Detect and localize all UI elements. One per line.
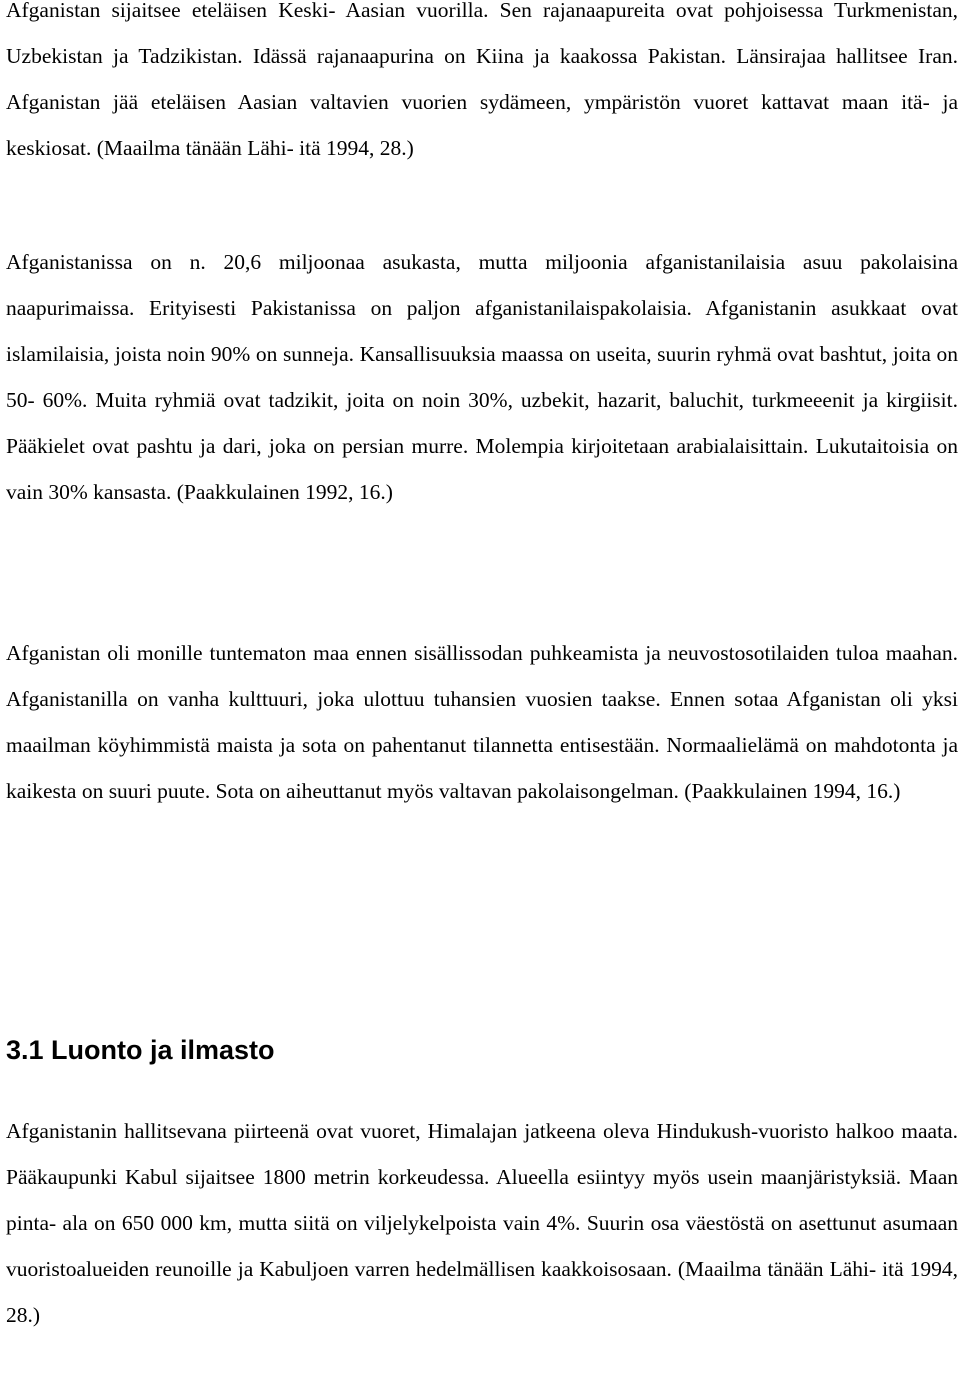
paragraph-history: Afganistan oli monille tuntematon maa ennen sisällissodan puhkeamista ja neuvostosotilaiden tuloa maahan. Afganistanilla on vanha kulttuuri, joka ulottuu tuhansien vuosien taakse. Ennen sotaa Afganistan oli yksi maailman köyhimmistä maista ja sota on pahentanut tilannetta entisestään. Normaalielämä on mahdotonta ja kaikesta on suuri puute. Sota on aiheuttanut myös valtavan pakolaisongelman. (Paakkulainen 1994, 16.) bbox=[6, 641, 958, 803]
paragraph-population: Afganistanissa on n. 20,6 miljoonaa asukasta, mutta miljoonia afganistanilaisia asuu pakolaisina naapurimaissa. Erityisesti Pakistanissa on paljon afganistanilaispakolaisia. Afganistanin asukkaat ovat islamilaisia, joista noin 90% on sunneja. Kansallisuuksia maassa on useita, suurin ryhmä ovat bashtut, joita on 50- 60%. Muita ryhmiä ovat tadzikit, joita on noin 30%, uzbekit, hazarit, baluchit, turkmeeenit ja kirgiisit. Pääkielet ovat pashtu ja dari, joka on persian murre. Molempia kirjoitetaan arabialaisittain. Lukutaitoisia on vain 30% kansasta. (Paakkulainen 1992, 16.) bbox=[6, 250, 958, 504]
paragraph-nature-climate: Afganistanin hallitsevana piirteenä ovat vuoret, Himalajan jatkeena oleva Hindukush-vuoristo halkoo maata. Pääkaupunki Kabul sijaitsee 1800 metrin korkeudessa. Alueella esiintyy myös usein maanjäristyksiä. Maan pinta- ala on 650 000 km, mutta siitä on viljelykelpoista vain 4%. Suurin osa väestöstä on asettunut asumaan vuoristoalueiden reunoille ja Kabuljoen varren hedelmällisen kaakkoisosaan. (Maailma tänään Lähi- itä 1994, 28.) bbox=[6, 1119, 958, 1327]
section-heading: 3.1 Luonto ja ilmasto bbox=[6, 1035, 275, 1065]
paragraph-geography-intro: Afganistan sijaitsee eteläisen Keski- Aasian vuorilla. Sen rajanaapureita ovat pohjoisessa Turkmenistan, Uzbekistan ja Tadzikistan. Idässä rajanaapurina on Kiina ja kaakossa Pakistan. Länsirajaa hallitsee Iran. Afganistan jää eteläisen Aasian valtavien vuorien sydämeen, ympäristön vuoret kattavat maan itä- ja keskiosat. (Maailma tänään Lähi- itä 1994, 28.) bbox=[6, 0, 958, 160]
